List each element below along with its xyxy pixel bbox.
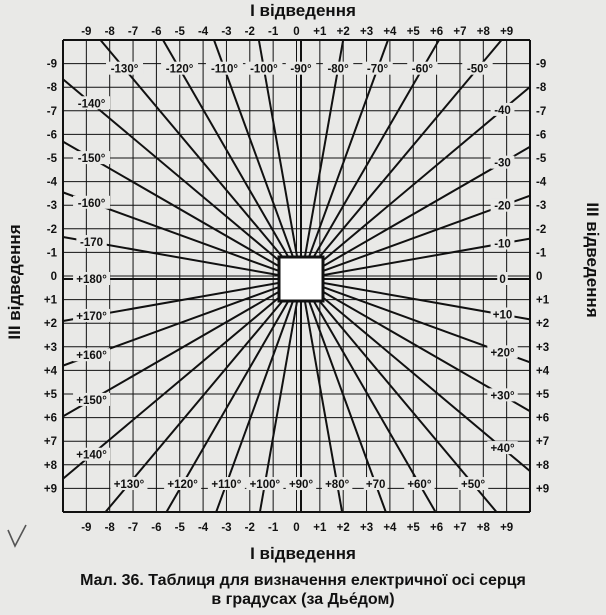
left-tick-label: +3 bbox=[43, 341, 57, 354]
top-axis-title: I відведення bbox=[250, 1, 356, 20]
bottom-tick-label: +4 bbox=[383, 522, 397, 534]
right-tick-label: +6 bbox=[536, 412, 550, 425]
angle-label: +140° bbox=[76, 449, 107, 462]
left-tick-label: -4 bbox=[46, 176, 57, 189]
top-tick-label: -3 bbox=[221, 26, 232, 38]
angle-label: -110° bbox=[210, 63, 238, 76]
angle-label: +160° bbox=[76, 350, 107, 363]
angle-label: +110° bbox=[211, 479, 242, 492]
angle-label: +70 bbox=[365, 479, 386, 492]
right-tick-label: +4 bbox=[536, 365, 550, 378]
left-tick-label: 0 bbox=[50, 271, 57, 283]
right-tick-label: +8 bbox=[536, 459, 550, 472]
left-tick-label: +4 bbox=[43, 365, 57, 378]
angle-label: +100° bbox=[249, 479, 281, 492]
bottom-tick-label: -9 bbox=[81, 522, 92, 534]
left-tick-label: -7 bbox=[46, 105, 57, 118]
angle-label: -130° bbox=[110, 63, 139, 76]
top-tick-label: -9 bbox=[81, 26, 92, 38]
center-square-box bbox=[279, 257, 323, 301]
top-tick-label: +1 bbox=[313, 26, 327, 38]
angle-label: +170° bbox=[76, 310, 107, 323]
figure-caption-line-2: в градусах (за Дье́дом) bbox=[211, 591, 395, 608]
top-tick-label: 0 bbox=[293, 26, 300, 38]
right-tick-label: +5 bbox=[536, 389, 550, 401]
left-tick-label: -3 bbox=[46, 200, 57, 213]
angle-label: -70° bbox=[366, 63, 389, 76]
center-square bbox=[279, 257, 323, 301]
left-tick-label: +7 bbox=[43, 436, 57, 449]
right-tick-label: -7 bbox=[536, 105, 547, 118]
right-tick-label: +1 bbox=[536, 294, 550, 307]
left-tick-label: -1 bbox=[46, 247, 57, 260]
left-tick-label: -9 bbox=[46, 58, 57, 71]
angle-label: -50° bbox=[466, 63, 489, 76]
left-tick-label: +1 bbox=[43, 294, 57, 307]
top-tick-label: -8 bbox=[104, 26, 115, 38]
angle-label: +180° bbox=[76, 274, 107, 286]
top-tick-label: +8 bbox=[476, 26, 490, 38]
right-tick-label: -9 bbox=[536, 58, 547, 71]
angle-label: -30 bbox=[494, 157, 511, 170]
angle-label: 0 bbox=[499, 274, 506, 286]
left-tick-label: -8 bbox=[46, 82, 57, 95]
top-tick-label: +4 bbox=[383, 26, 397, 38]
left-tick-label: -6 bbox=[46, 129, 57, 142]
right-tick-label: +2 bbox=[536, 318, 550, 331]
angle-label: -170 bbox=[80, 237, 104, 250]
angle-label: +130° bbox=[113, 479, 145, 492]
angle-label: -160° bbox=[77, 197, 106, 210]
right-tick-label: -8 bbox=[536, 82, 547, 95]
left-tick-label: +8 bbox=[43, 459, 57, 472]
angle-label: -20 bbox=[494, 200, 511, 213]
figure-caption-line-1: Мал. 36. Таблиця для визначення електричної осі серця bbox=[80, 572, 526, 589]
right-tick-label: -6 bbox=[536, 129, 547, 142]
left-tick-label: +5 bbox=[43, 389, 57, 401]
right-tick-label: +9 bbox=[536, 483, 550, 496]
top-tick-label: -5 bbox=[174, 26, 185, 38]
right-axis-title: III відведення bbox=[583, 202, 602, 318]
bottom-tick-label: +7 bbox=[453, 522, 467, 534]
top-tick-label: +9 bbox=[500, 26, 514, 38]
bottom-tick-label: -6 bbox=[151, 522, 162, 534]
angle-label: -10 bbox=[494, 238, 511, 251]
bottom-tick-label: +1 bbox=[313, 522, 327, 534]
bottom-tick-label: +9 bbox=[500, 522, 514, 534]
left-tick-label: -2 bbox=[46, 223, 57, 236]
right-tick-label: -4 bbox=[536, 176, 547, 189]
bottom-axis-title: I відведення bbox=[250, 544, 356, 563]
top-tick-label: +2 bbox=[336, 26, 350, 38]
top-tick-label: +7 bbox=[453, 26, 467, 38]
angle-label: -100° bbox=[250, 63, 278, 76]
bottom-tick-label: -3 bbox=[221, 522, 232, 534]
angle-label: -90° bbox=[290, 63, 312, 76]
angle-label: +90° bbox=[288, 479, 314, 492]
left-axis-title: III відведення bbox=[5, 224, 24, 340]
angle-label: +60° bbox=[407, 479, 432, 492]
bottom-tick-label: +8 bbox=[476, 522, 490, 534]
left-tick-label: +9 bbox=[43, 483, 57, 496]
bottom-tick-label: +6 bbox=[430, 522, 444, 534]
left-tick-label: +2 bbox=[43, 318, 57, 331]
angle-label: -60° bbox=[411, 63, 434, 76]
angle-label: +10 bbox=[492, 309, 513, 322]
top-tick-label: -1 bbox=[268, 26, 279, 38]
left-tick-label: -5 bbox=[46, 153, 57, 165]
angle-label: +30° bbox=[490, 390, 515, 403]
angle-label: +120° bbox=[167, 479, 198, 492]
angle-label: -120° bbox=[165, 63, 194, 76]
top-tick-label: +6 bbox=[430, 26, 444, 38]
check-mark-icon bbox=[6, 522, 28, 550]
right-tick-label: +3 bbox=[536, 341, 550, 354]
top-tick-label: -7 bbox=[127, 26, 139, 38]
angle-label: +50° bbox=[460, 479, 486, 492]
right-tick-label: 0 bbox=[536, 271, 543, 283]
right-tick-label: -1 bbox=[536, 247, 547, 260]
bottom-tick-label: -2 bbox=[244, 522, 255, 534]
angle-label: -80° bbox=[327, 63, 349, 76]
right-tick-label: -5 bbox=[536, 153, 547, 165]
right-tick-label: +7 bbox=[536, 436, 550, 449]
angle-label: +40° bbox=[490, 443, 515, 456]
angle-label: +80° bbox=[325, 479, 350, 492]
bottom-tick-label: -8 bbox=[104, 522, 115, 534]
left-tick-label: +6 bbox=[43, 412, 57, 425]
top-tick-label: -6 bbox=[151, 26, 162, 38]
bottom-tick-label: +5 bbox=[406, 522, 420, 534]
top-tick-label: +5 bbox=[406, 26, 420, 38]
right-tick-label: -3 bbox=[536, 200, 547, 213]
angle-label: -40 bbox=[494, 104, 511, 117]
bottom-tick-label: -5 bbox=[174, 522, 185, 534]
bottom-tick-label: 0 bbox=[293, 522, 300, 534]
bottom-tick-label: +3 bbox=[359, 522, 374, 534]
right-tick-label: -2 bbox=[536, 223, 547, 236]
angle-label: +150° bbox=[76, 394, 107, 407]
top-tick-label: +3 bbox=[359, 26, 374, 38]
top-tick-label: -4 bbox=[197, 26, 209, 38]
bottom-tick-label: +2 bbox=[336, 522, 350, 534]
top-tick-label: -2 bbox=[244, 26, 255, 38]
bottom-tick-label: -7 bbox=[127, 522, 139, 534]
bottom-tick-label: -1 bbox=[268, 522, 279, 534]
bottom-tick-label: -4 bbox=[197, 522, 209, 534]
angle-label: +20° bbox=[490, 347, 515, 360]
angle-label: -140° bbox=[77, 98, 106, 111]
angle-label: -150° bbox=[77, 153, 106, 166]
